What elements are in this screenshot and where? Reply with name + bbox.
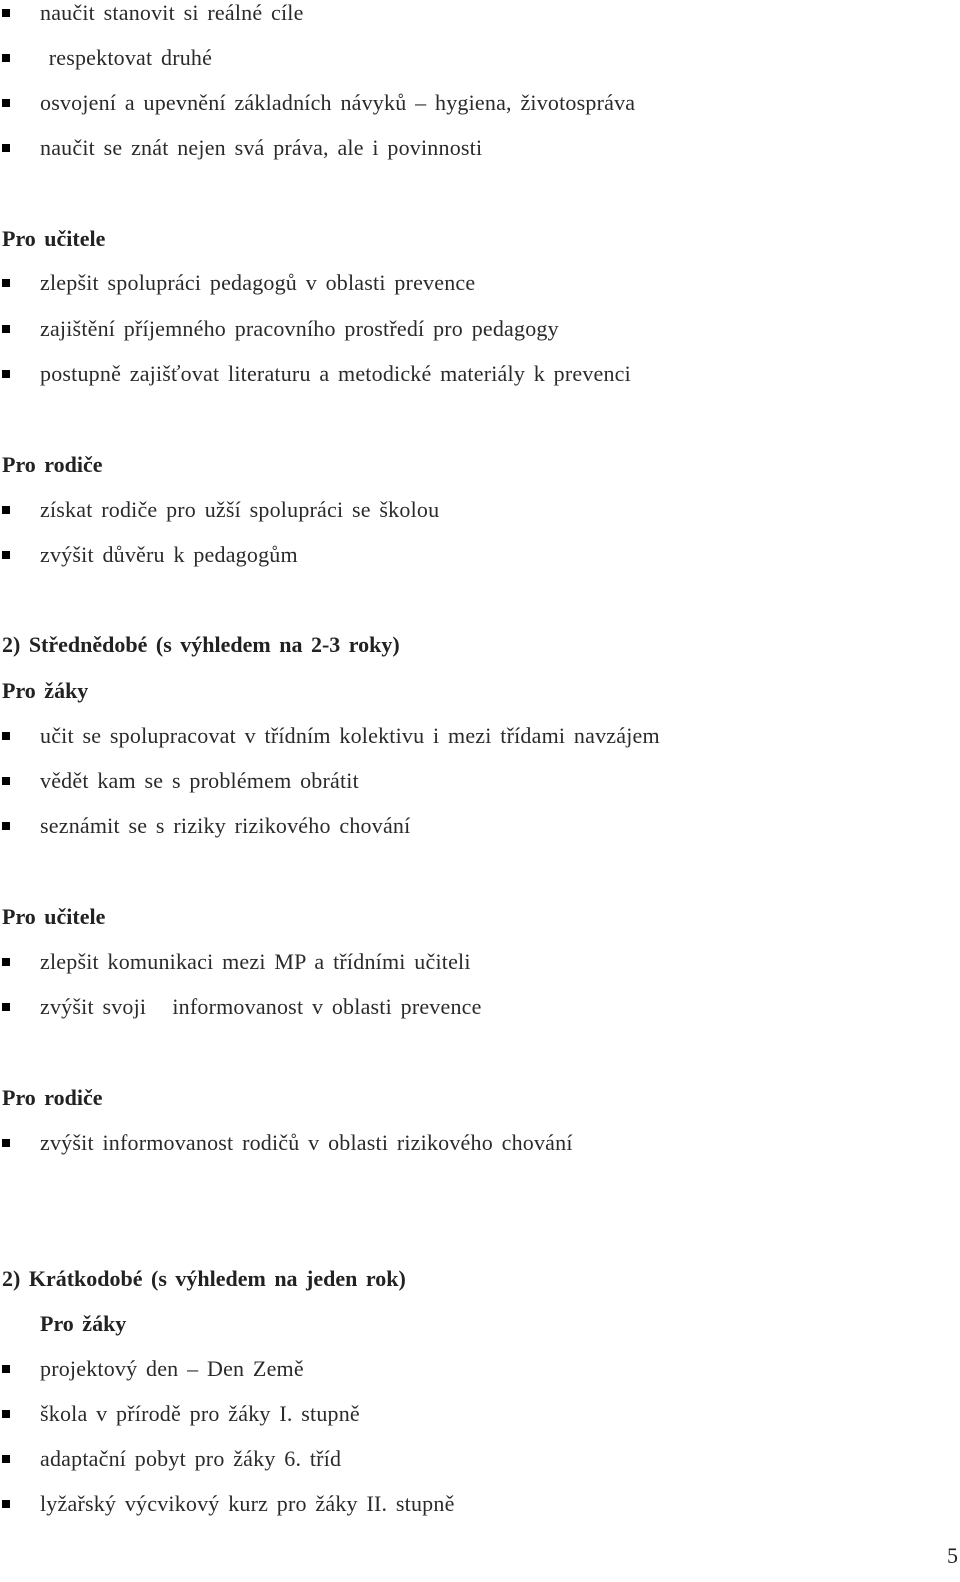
section-heading-students: Pro žáky (40, 1311, 127, 1336)
bullet-icon (2, 1410, 10, 1418)
bullet-icon (2, 506, 10, 514)
list-item-text: postupně zajišťovat literaturu a metodické materiály k prevenci (40, 361, 631, 386)
list-item-text: zvýšit svoji informovanost v oblasti prevence (40, 994, 482, 1019)
bullet-icon (2, 551, 10, 559)
list-item-text: učit se spolupracovat v třídním kolektivu i mezi třídami navzájem (40, 723, 660, 748)
section-title-medium-term: 2) Střednědobé (s výhledem na 2-3 roky) (2, 632, 400, 657)
list-item-text: lyžařský výcvikový kurz pro žáky II. stupně (40, 1491, 455, 1516)
list-item-text: adaptační pobyt pro žáky 6. tříd (40, 1446, 342, 1471)
section-heading-parents: Pro rodiče (2, 452, 103, 477)
list-item-text: zlepšit komunikaci mezi MP a třídními učiteli (40, 949, 471, 974)
list-item-text: škola v přírodě pro žáky I. stupně (40, 1401, 360, 1426)
page-number: 5 (947, 1543, 958, 1568)
list-item-text: zlepšit spolupráci pedagogů v oblasti prevence (40, 270, 476, 295)
list-item-text: projektový den – Den Země (40, 1356, 304, 1381)
bullet-icon (2, 732, 10, 740)
list-item-text: naučit se znát nejen svá práva, ale i povinnosti (40, 135, 483, 160)
bullet-icon (2, 822, 10, 830)
bullet-icon (2, 958, 10, 966)
section-heading-teachers: Pro učitele (2, 226, 106, 251)
list-item-text: seznámit se s riziky rizikového chování (40, 813, 411, 838)
list-item-text: vědět kam se s problémem obrátit (40, 768, 359, 793)
bullet-icon (2, 777, 10, 785)
section-title-short-term: 2) Krátkodobé (s výhledem na jeden rok) (2, 1266, 406, 1291)
bullet-icon (2, 1455, 10, 1463)
bullet-icon (2, 144, 10, 152)
bullet-icon (2, 279, 10, 287)
list-item-text: zvýšit důvěru k pedagogům (40, 542, 298, 567)
list-item-text: osvojení a upevnění základních návyků – hygiena, životospráva (40, 90, 636, 115)
bullet-icon (2, 1365, 10, 1373)
section-heading-parents: Pro rodiče (2, 1085, 103, 1110)
bullet-icon (2, 1139, 10, 1147)
section-heading-students: Pro žáky (2, 678, 89, 703)
list-item-text: respektovat druhé (40, 45, 213, 70)
list-item-text: naučit stanovit si reálné cíle (40, 0, 304, 25)
bullet-icon (2, 99, 10, 107)
list-item-text: získat rodiče pro užší spolupráci se školou (40, 497, 440, 522)
list-item-text: zajištění příjemného pracovního prostředí pro pedagogy (40, 316, 559, 341)
bullet-icon (2, 370, 10, 378)
bullet-icon (2, 325, 10, 333)
bullet-icon (2, 1003, 10, 1011)
bullet-icon (2, 54, 10, 62)
list-item-text: zvýšit informovanost rodičů v oblasti rizikového chování (40, 1130, 573, 1155)
section-heading-teachers: Pro učitele (2, 904, 106, 929)
bullet-icon (2, 9, 10, 17)
bullet-icon (2, 1500, 10, 1508)
